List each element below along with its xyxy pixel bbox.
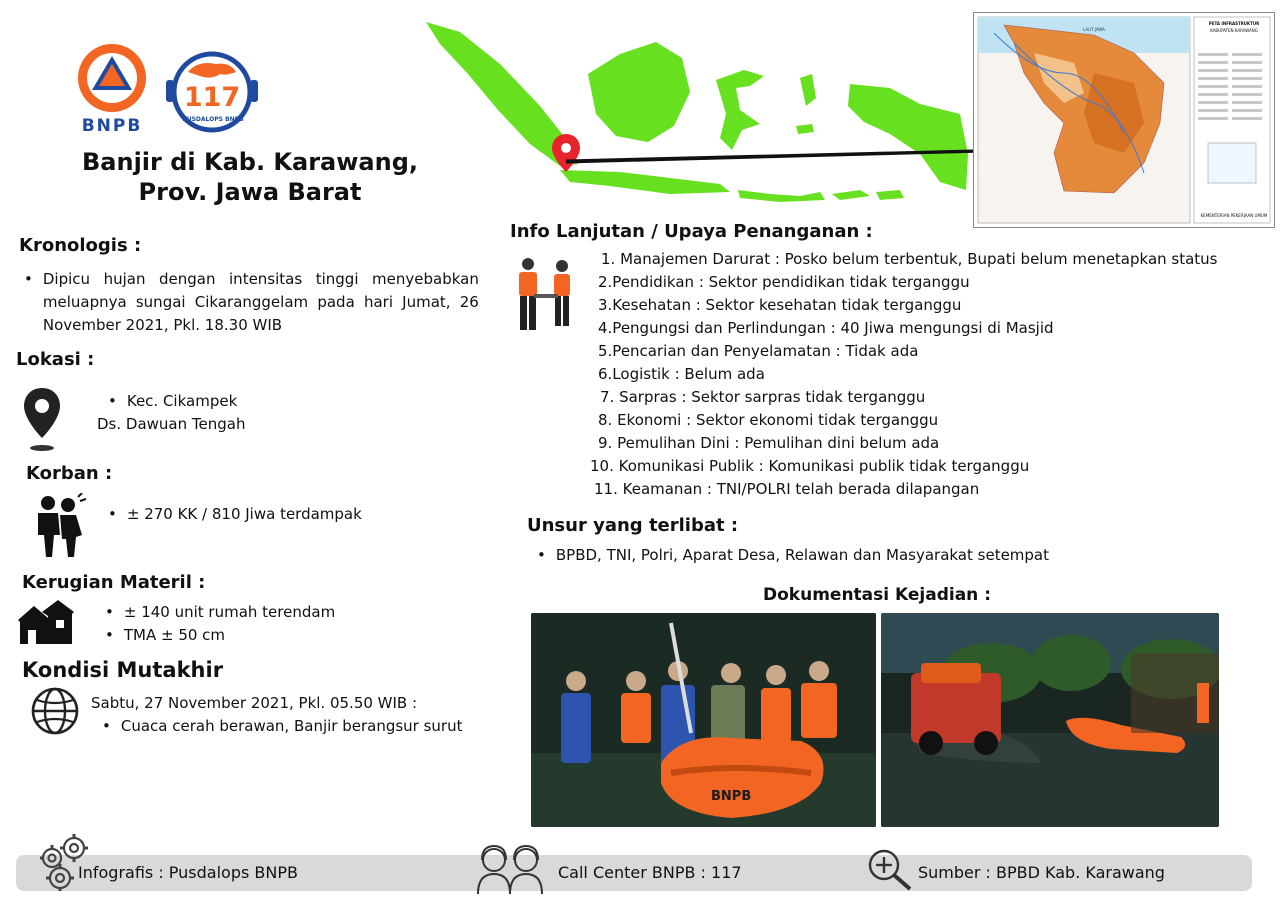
map-inset-subtitle: KABUPATEN KARAWANG	[1210, 28, 1258, 33]
kondisi-heading: Kondisi Mutakhir	[22, 658, 224, 682]
info-item: 4.Pengungsi dan Perlindungan : 40 Jiwa mengungsi di Masjid	[598, 319, 1054, 337]
info-item: 1. Manajemen Darurat : Posko belum terbentuk, Bupati belum menetapkan status	[601, 250, 1218, 268]
rescue-workers-icon	[508, 254, 578, 334]
title-line-2: Prov. Jawa Barat	[138, 178, 362, 206]
lokasi-line-2: Ds. Dawuan Tengah	[97, 415, 246, 433]
lokasi-heading: Lokasi :	[16, 349, 95, 370]
documentation-photo-2	[881, 613, 1219, 827]
footer-infografis: Infografis : Pusdalops BNPB	[78, 863, 298, 882]
title-line-1: Banjir di Kab. Karawang,	[82, 148, 418, 176]
kronologis-text: Dipicu hujan dengan intensitas tinggi menyebabkan meluapnya sungai Cikaranggelam pada hari Jumat, 26 November 2021, Pkl. 18.30 WIB	[42, 270, 479, 334]
kondisi-date: Sabtu, 27 November 2021, Pkl. 05.50 WIB :	[91, 694, 418, 712]
page-title	[40, 147, 460, 207]
call-center-icon	[472, 842, 548, 894]
footer-call-center: Call Center BNPB : 117	[558, 863, 742, 882]
info-list	[590, 248, 1218, 501]
korban-heading: Korban :	[26, 463, 113, 484]
kondisi-text: Cuaca cerah berawan, Banjir berangsur surut	[120, 717, 463, 735]
info-item: 3.Kesehatan : Sektor kesehatan tidak terganggu	[598, 296, 962, 314]
kronologis-item: • Dipicu hujan dengan intensitas tinggi menyebabkan meluapnya sungai Cikaranggelam pada hari Jumat, 26 November 2021, Pkl. 18.30 WIB	[24, 268, 480, 337]
unsur-heading: Unsur yang terlibat :	[527, 515, 739, 536]
documentation-photo-1	[531, 613, 876, 827]
houses-icon	[18, 598, 74, 646]
footer-sumber: Sumber : BPBD Kab. Karawang	[918, 863, 1165, 882]
lokasi-line-1: • Kec. Cikampek	[108, 390, 237, 413]
info-item: 5.Pencarian dan Penyelamatan : Tidak ada	[598, 342, 919, 360]
bnpb-logo	[70, 42, 154, 138]
indonesia-map	[420, 14, 980, 214]
korban-text: • ± 270 KK / 810 Jiwa terdampak	[108, 503, 362, 526]
boat-label: BNPB	[711, 789, 752, 804]
pusdalops-117-logo	[164, 46, 264, 138]
info-heading: Info Lanjutan / Upaya Penanganan :	[510, 221, 873, 242]
globe-icon	[30, 686, 80, 736]
info-item: 2.Pendidikan : Sektor pendidikan tidak terganggu	[598, 273, 970, 291]
map-inset-title: PETA INFRASTRUKTUR	[1208, 21, 1260, 26]
location-pin-icon	[22, 386, 62, 454]
info-item: 8. Ekonomi : Sektor ekonomi tidak terganggu	[598, 411, 939, 429]
info-item: 6.Logistik : Belum ada	[598, 365, 765, 383]
map-inset-footer: KEMENTERIAN PEKERJAAN UMUM	[1200, 213, 1268, 218]
kondisi-item: • Cuaca cerah berawan, Banjir berangsur surut	[102, 715, 476, 738]
info-item: 7. Sarpras : Sektor sarpras tidak terganggu	[600, 388, 926, 406]
kerugian-item-1: • ± 140 unit rumah terendam	[105, 601, 335, 624]
info-item: 11. Keamanan : TNI/POLRI telah berada dilapangan	[594, 480, 980, 498]
karawang-map-inset	[973, 12, 1275, 228]
victims-icon	[30, 493, 88, 559]
magnifier-plus-icon	[866, 847, 914, 893]
dokumentasi-heading: Dokumentasi Kejadian :	[763, 585, 991, 605]
kerugian-heading: Kerugian Materil :	[22, 572, 206, 593]
kerugian-item-2: • TMA ± 50 cm	[105, 624, 225, 647]
bnpb-logo-text: BNPB	[81, 116, 143, 136]
map-inset-sea-label: LAUT JAWA	[1083, 27, 1105, 32]
logo-117-ring-text: PUSDALOPS BNPB	[182, 116, 244, 123]
info-item: 9. Pemulihan Dini : Pemulihan dini belum ada	[598, 434, 940, 452]
logo-117-number: 117	[183, 82, 241, 113]
unsur-text: • BPBD, TNI, Polri, Aparat Desa, Relawan dan Masyarakat setempat	[537, 544, 1049, 567]
info-item: 10. Komunikasi Publik : Komunikasi publik tidak terganggu	[590, 457, 1030, 475]
kronologis-heading: Kronologis :	[19, 235, 142, 256]
